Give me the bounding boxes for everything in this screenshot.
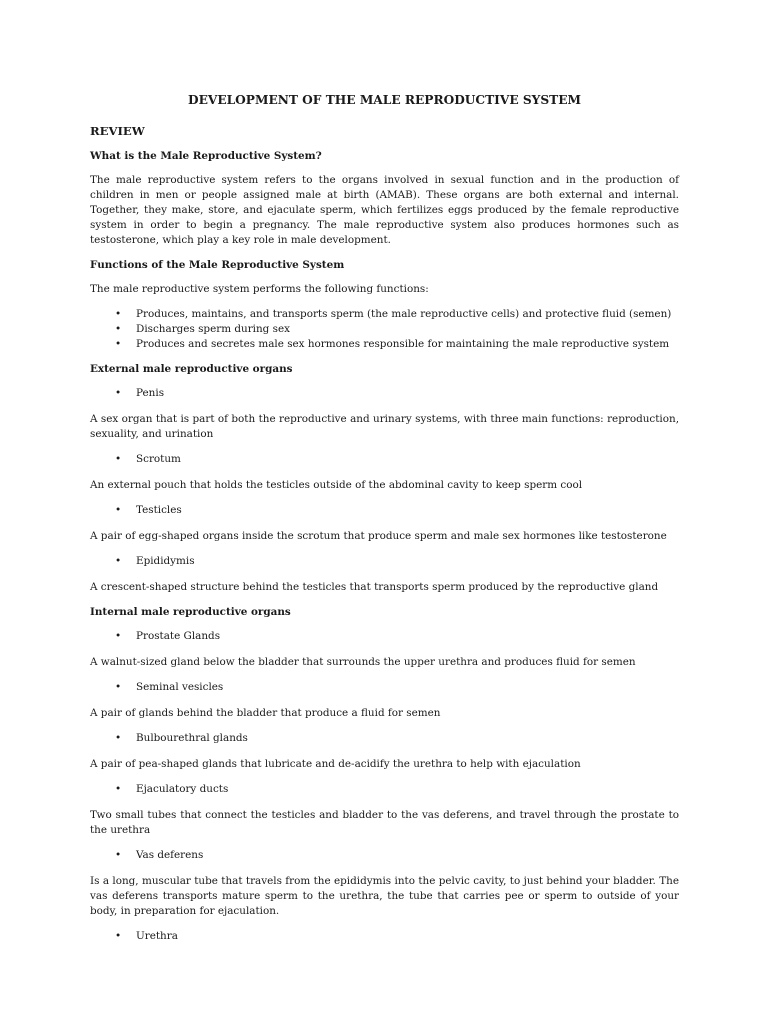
organ-name: • Vas deferens xyxy=(115,849,204,861)
organ-name: • Testicles xyxy=(115,504,182,516)
bullet-icon: • xyxy=(115,732,122,744)
list-item-text: Discharges sperm during sex xyxy=(136,323,290,335)
external-organs-heading: External male reproductive organs xyxy=(90,363,293,375)
organ-list xyxy=(90,452,679,467)
bullet-icon: • xyxy=(115,338,122,350)
functions-heading: Functions of the Male Reproductive System xyxy=(90,259,345,271)
internal-organs-heading: Internal male reproductive organs xyxy=(90,606,291,618)
organ-description: A sex organ that is part of both the reproductive and urinary systems, with three main functions: reproduction, sexuality, and urination xyxy=(90,413,679,440)
bullet-icon: • xyxy=(115,930,122,942)
bullet-icon: • xyxy=(115,323,122,335)
bullet-icon: • xyxy=(115,849,122,861)
bullet-icon: • xyxy=(115,504,122,516)
organ-list xyxy=(90,386,679,401)
question-heading: What is the Male Reproductive System? xyxy=(90,150,322,162)
list-item xyxy=(90,307,679,322)
organ-list xyxy=(90,503,679,518)
organ-description: A pair of glands behind the bladder that produce a fluid for semen xyxy=(90,707,441,719)
organ-description: A pair of egg-shaped organs inside the scrotum that produce sperm and male sex hormones like testosterone xyxy=(90,530,667,542)
organ-description: An external pouch that holds the testicles outside of the abdominal cavity to keep sperm cool xyxy=(90,479,583,491)
bullet-icon: • xyxy=(115,630,122,642)
organ-name: • Scrotum xyxy=(115,453,181,465)
section-heading-review: REVIEW xyxy=(90,124,145,138)
organ-description: A crescent-shaped structure behind the testicles that transports sperm produced by the reproductive gland xyxy=(90,581,659,593)
organ-list xyxy=(90,782,679,797)
list-item xyxy=(90,337,679,352)
organ-description: A pair of pea-shaped glands that lubricate and de-acidify the urethra to help with ejaculation xyxy=(90,758,581,770)
organ-description: A walnut-sized gland below the bladder that surrounds the upper urethra and produces fluid for semen xyxy=(90,656,636,668)
bullet-icon: • xyxy=(115,555,122,567)
organ-name: • Bulbourethral glands xyxy=(115,732,248,744)
bullet-icon: • xyxy=(115,387,122,399)
bullet-icon: • xyxy=(115,783,122,795)
organ-description: Is a long, muscular tube that travels from the epididymis into the pelvic cavity, to just behind your bladder. The vas deferens transports mature sperm to the urethra, the tube that carries pee or sperm to outside of your body, in preparation for ejaculation. xyxy=(90,875,679,917)
organ-name: • Prostate Glands xyxy=(115,630,221,642)
organ-name: • Seminal vesicles xyxy=(115,681,224,693)
list-item xyxy=(90,322,679,337)
intro-paragraph: The male reproductive system refers to the organs involved in sexual function and in the production of children in men or people assigned male at birth (AMAB). These organs are both external and internal. Together, they make, store, and ejaculate sperm, which fertilizes eggs produced by the female reproductive system in order to begin a pregnancy. The male reproductive system also produces hormones such as testosterone, which play a key role in male development. xyxy=(90,174,679,246)
functions-lead: The male reproductive system performs the following functions: xyxy=(90,283,429,295)
bullet-icon: • xyxy=(115,681,122,693)
organ-list xyxy=(90,629,679,644)
organ-name: • Urethra xyxy=(115,930,178,942)
bullet-icon: • xyxy=(115,308,122,320)
list-item-text: Produces, maintains, and transports sperm (the male reproductive cells) and protective fluid (semen) xyxy=(136,308,672,320)
organ-list xyxy=(90,848,679,863)
organ-list xyxy=(90,680,679,695)
organ-list xyxy=(90,731,679,746)
list-item-text: Produces and secretes male sex hormones responsible for maintaining the male reproductive system xyxy=(136,338,670,350)
page-title: DEVELOPMENT OF THE MALE REPRODUCTIVE SYSTEM xyxy=(188,93,581,107)
organ-name: • Ejaculatory ducts xyxy=(115,783,229,795)
organ-description: Two small tubes that connect the testicles and bladder to the vas deferens, and travel through the prostate to the urethra xyxy=(90,809,679,836)
organ-name: • Penis xyxy=(115,387,165,399)
organ-list xyxy=(90,929,679,944)
bullet-icon: • xyxy=(115,453,122,465)
functions-list xyxy=(90,307,679,352)
organ-list xyxy=(90,554,679,569)
organ-name: • Epididymis xyxy=(115,555,195,567)
